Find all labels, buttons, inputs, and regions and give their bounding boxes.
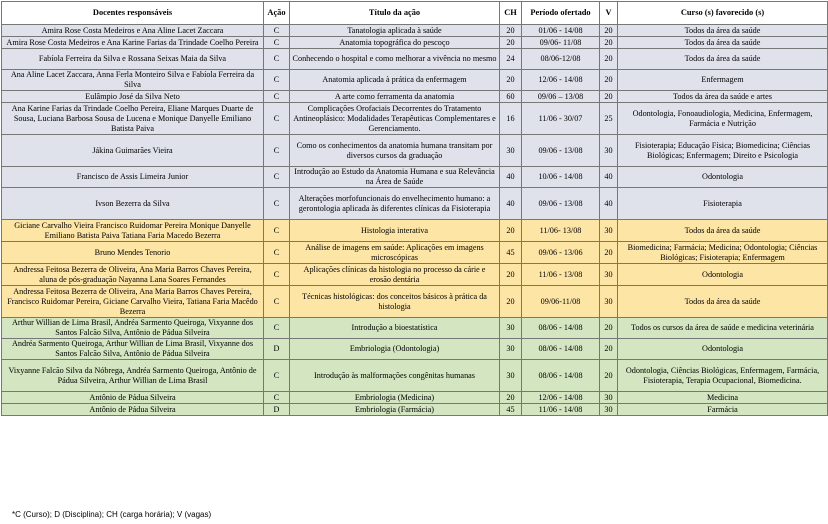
cell-v: 20 <box>600 70 618 91</box>
cell-ch: 20 <box>500 70 522 91</box>
cell-curso: Todos da área da saúde e artes <box>618 91 828 103</box>
cell-titulo: Histologia interativa <box>290 220 500 242</box>
cell-titulo: Introdução ao Estudo da Anatomia Humana e sua Relevância na Área de Saúde <box>290 167 500 188</box>
cell-titulo: Tanatologia aplicada à saúde <box>290 25 500 37</box>
cell-docentes: Andressa Feitosa Bezerra de Oliveira, Ana Maria Barros Chaves Pereira, Francisco Ruidomar Pereira, Giciane Carvalho Vieira, Tatiana Faria Macêdo Bezerra <box>2 286 264 318</box>
cell-periodo: 12/06 - 14/08 <box>522 70 600 91</box>
cell-v: 30 <box>600 220 618 242</box>
cell-ch: 16 <box>500 103 522 135</box>
table-row <box>2 103 828 135</box>
cell-docentes: Francisco de Assis Limeira Junior <box>2 167 264 188</box>
cell-v: 40 <box>600 188 618 220</box>
cell-curso: Odontologia, Ciências Biológicas, Enfermagem, Farmácia, Fisioterapia, Terapia Ocupacional, Biomedicina. <box>618 360 828 392</box>
cell-curso: Fisioterapia; Educação Física; Biomedicina; Ciências Biológicas; Enfermagem; Direito e Psicologia <box>618 135 828 167</box>
cell-v: 20 <box>600 242 618 264</box>
cell-acao: C <box>264 49 290 70</box>
cell-acao: D <box>264 404 290 416</box>
cell-periodo: 08/06-12/08 <box>522 49 600 70</box>
cell-ch: 30 <box>500 318 522 339</box>
table-row <box>2 318 828 339</box>
cell-ch: 20 <box>500 220 522 242</box>
table-row <box>2 70 828 91</box>
cell-curso: Todos da área da saúde <box>618 220 828 242</box>
courses-table <box>1 1 828 416</box>
cell-docentes: Antônio de Pádua Silveira <box>2 392 264 404</box>
col-header-v: V <box>600 2 618 25</box>
cell-v: 40 <box>600 167 618 188</box>
cell-periodo: 09/06-11/08 <box>522 286 600 318</box>
cell-titulo: Como os conhecimentos da anatomia humana transitam por diversos cursos da graduação <box>290 135 500 167</box>
cell-curso: Fisioterapia <box>618 188 828 220</box>
table-row <box>2 167 828 188</box>
cell-titulo: Anatomia aplicada à prática da enfermagem <box>290 70 500 91</box>
cell-v: 20 <box>600 25 618 37</box>
cell-v: 20 <box>600 360 618 392</box>
table-row <box>2 135 828 167</box>
header-row <box>2 2 828 25</box>
cell-docentes: Ana Karine Farias da Trindade Coelho Pereira, Eliane Marques Duarte de Sousa, Luciana Barbosa Sousa de Lucena e Monique Danyelle Emiliano Batista Paiva <box>2 103 264 135</box>
cell-periodo: 11/06 - 30/07 <box>522 103 600 135</box>
cell-docentes: Fabíola Ferreira da Silva e Rossana Seixas Maia da Silva <box>2 49 264 70</box>
col-header-acao: Ação <box>264 2 290 25</box>
cell-v: 20 <box>600 339 618 360</box>
table-row <box>2 220 828 242</box>
cell-acao: C <box>264 70 290 91</box>
cell-periodo: 11/06- 13/08 <box>522 220 600 242</box>
col-header-titulo: Título da ação <box>290 2 500 25</box>
table-row <box>2 339 828 360</box>
cell-docentes: Jákina Guimarães Vieira <box>2 135 264 167</box>
table-row <box>2 286 828 318</box>
footnote: *C (Curso); D (Disciplina); CH (carga horária); V (vagas) <box>12 510 212 519</box>
cell-titulo: Técnicas histológicas: dos conceitos básicos à prática da histologia <box>290 286 500 318</box>
cell-periodo: 09/06 - 13/08 <box>522 188 600 220</box>
cell-docentes: Eulâmpio José da Silva Neto <box>2 91 264 103</box>
cell-periodo: 08/06 - 14/08 <box>522 339 600 360</box>
cell-docentes: Andressa Feitosa Bezerra de Oliveira, Ana Maria Barros Chaves Pereira, aluna de pós-graduação Nayanna Lana Soares Fernandes <box>2 264 264 286</box>
cell-ch: 40 <box>500 167 522 188</box>
cell-periodo: 11/06 - 14/08 <box>522 404 600 416</box>
cell-periodo: 12/06 - 14/08 <box>522 392 600 404</box>
cell-v: 20 <box>600 91 618 103</box>
cell-curso: Odontologia <box>618 264 828 286</box>
cell-ch: 20 <box>500 37 522 49</box>
cell-ch: 30 <box>500 360 522 392</box>
cell-docentes: Andréa Sarmento Queiroga, Arthur Willian de Lima Brasil, Vixyanne dos Santos Falcão Silva, Antônio de Pádua Silveira <box>2 339 264 360</box>
cell-ch: 30 <box>500 339 522 360</box>
cell-periodo: 09/06 – 13/08 <box>522 91 600 103</box>
cell-acao: C <box>264 360 290 392</box>
cell-v: 30 <box>600 286 618 318</box>
cell-docentes: Arthur Willian de Lima Brasil, Andréa Sarmento Queiroga, Vixyanne dos Santos Falcão Silva, Antônio de Pádua Silveira <box>2 318 264 339</box>
cell-acao: C <box>264 286 290 318</box>
cell-acao: C <box>264 242 290 264</box>
cell-acao: C <box>264 91 290 103</box>
cell-curso: Odontologia <box>618 167 828 188</box>
col-header-periodo: Período ofertado <box>522 2 600 25</box>
cell-curso: Biomedicina; Farmácia; Medicina; Odontologia; Ciências Biológicas; Fisioterapia; Enfermagem <box>618 242 828 264</box>
cell-periodo: 01/06 - 14/08 <box>522 25 600 37</box>
cell-titulo: Complicações Orofaciais Decorrentes do Tratamento Antineoplásico: Modalidades Terapêuticas Complementares e Gerenciamento. <box>290 103 500 135</box>
cell-docentes: Bruno Mendes Tenorio <box>2 242 264 264</box>
cell-docentes: Amira Rose Costa Medeiros e Ana Karine Farias da Trindade Coelho Pereira <box>2 37 264 49</box>
cell-curso: Todos da área da saúde <box>618 286 828 318</box>
cell-v: 20 <box>600 37 618 49</box>
cell-v: 30 <box>600 404 618 416</box>
cell-titulo: Aplicações clínicas da histologia no processo da cárie e erosão dentária <box>290 264 500 286</box>
cell-periodo: 08/06 - 14/08 <box>522 360 600 392</box>
table-row <box>2 392 828 404</box>
cell-v: 20 <box>600 49 618 70</box>
cell-ch: 45 <box>500 404 522 416</box>
cell-titulo: Introdução às malformações congênitas humanas <box>290 360 500 392</box>
cell-acao: C <box>264 103 290 135</box>
cell-curso: Todos da área da saúde <box>618 37 828 49</box>
cell-periodo: 09/06 - 13/06 <box>522 242 600 264</box>
cell-acao: C <box>264 188 290 220</box>
cell-ch: 40 <box>500 188 522 220</box>
table-row <box>2 188 828 220</box>
table-row <box>2 360 828 392</box>
cell-ch: 20 <box>500 264 522 286</box>
cell-titulo: Anatomia topográfica do pescoço <box>290 37 500 49</box>
cell-acao: C <box>264 220 290 242</box>
table-row <box>2 264 828 286</box>
cell-titulo: Embriologia (Medicina) <box>290 392 500 404</box>
cell-v: 25 <box>600 103 618 135</box>
cell-curso: Todos os cursos da área de saúde e medicina veterinária <box>618 318 828 339</box>
cell-ch: 24 <box>500 49 522 70</box>
col-header-ch: CH <box>500 2 522 25</box>
cell-acao: C <box>264 264 290 286</box>
cell-curso: Enfermagem <box>618 70 828 91</box>
cell-periodo: 09/06 - 13/08 <box>522 135 600 167</box>
col-header-docentes: Docentes responsáveis <box>2 2 264 25</box>
cell-acao: C <box>264 392 290 404</box>
cell-acao: D <box>264 339 290 360</box>
cell-titulo: Introdução a bioestatística <box>290 318 500 339</box>
cell-periodo: 08/06 - 14/08 <box>522 318 600 339</box>
cell-v: 30 <box>600 264 618 286</box>
cell-periodo: 09/06- 11/08 <box>522 37 600 49</box>
cell-titulo: Embriologia (Farmácia) <box>290 404 500 416</box>
cell-docentes: Ana Aline Lacet Zaccara, Anna Ferla Monteiro Silva e Fabíola Ferreira da Silva <box>2 70 264 91</box>
cell-titulo: A arte como ferramenta da anatomia <box>290 91 500 103</box>
cell-v: 30 <box>600 392 618 404</box>
cell-docentes: Giciane Carvalho Vieira Francisco Ruidomar Pereira Monique Danyelle Emiliano Batista Paiva Tatiana Faria Macedo Bezerra <box>2 220 264 242</box>
cell-acao: C <box>264 167 290 188</box>
cell-docentes: Ivson Bezerra da Silva <box>2 188 264 220</box>
cell-acao: C <box>264 25 290 37</box>
cell-curso: Todos da área da saúde <box>618 25 828 37</box>
cell-docentes: Antônio de Pádua Silveira <box>2 404 264 416</box>
cell-v: 30 <box>600 135 618 167</box>
cell-ch: 60 <box>500 91 522 103</box>
table-row <box>2 37 828 49</box>
cell-curso: Odontologia, Fonoaudiologia, Medicina, Enfermagem, Farmácia e Nutrição <box>618 103 828 135</box>
cell-ch: 20 <box>500 286 522 318</box>
cell-ch: 45 <box>500 242 522 264</box>
cell-docentes: Vixyanne Falcão Silva da Nóbrega, Andréa Sarmento Queiroga, Antônio de Pádua Silveira, Arthur Willian de Lima Brasil <box>2 360 264 392</box>
cell-periodo: 11/06 - 13/08 <box>522 264 600 286</box>
cell-titulo: Conhecendo o hospital e como melhorar a vivência no mesmo <box>290 49 500 70</box>
cell-acao: C <box>264 318 290 339</box>
cell-curso: Medicina <box>618 392 828 404</box>
table-row <box>2 91 828 103</box>
cell-curso: Farmácia <box>618 404 828 416</box>
cell-titulo: Embriologia (Odontologia) <box>290 339 500 360</box>
cell-titulo: Análise de imagens em saúde: Aplicações em imagens microscópicas <box>290 242 500 264</box>
col-header-curso: Curso (s) favorecido (s) <box>618 2 828 25</box>
table-row <box>2 242 828 264</box>
cell-periodo: 10/06 - 14/08 <box>522 167 600 188</box>
cell-curso: Todos da área da saúde <box>618 49 828 70</box>
cell-v: 20 <box>600 318 618 339</box>
cell-ch: 20 <box>500 392 522 404</box>
table-row <box>2 25 828 37</box>
cell-docentes: Amira Rose Costa Medeiros e Ana Aline Lacet Zaccara <box>2 25 264 37</box>
cell-titulo: Alterações morfofuncionais do envelhecimento humano: a gerontologia aplicada às diferentes clínicas da Fisioterapia <box>290 188 500 220</box>
cell-acao: C <box>264 135 290 167</box>
table-row <box>2 404 828 416</box>
cell-ch: 30 <box>500 135 522 167</box>
table-row <box>2 49 828 70</box>
cell-acao: C <box>264 37 290 49</box>
cell-ch: 20 <box>500 25 522 37</box>
cell-curso: Odontologia <box>618 339 828 360</box>
